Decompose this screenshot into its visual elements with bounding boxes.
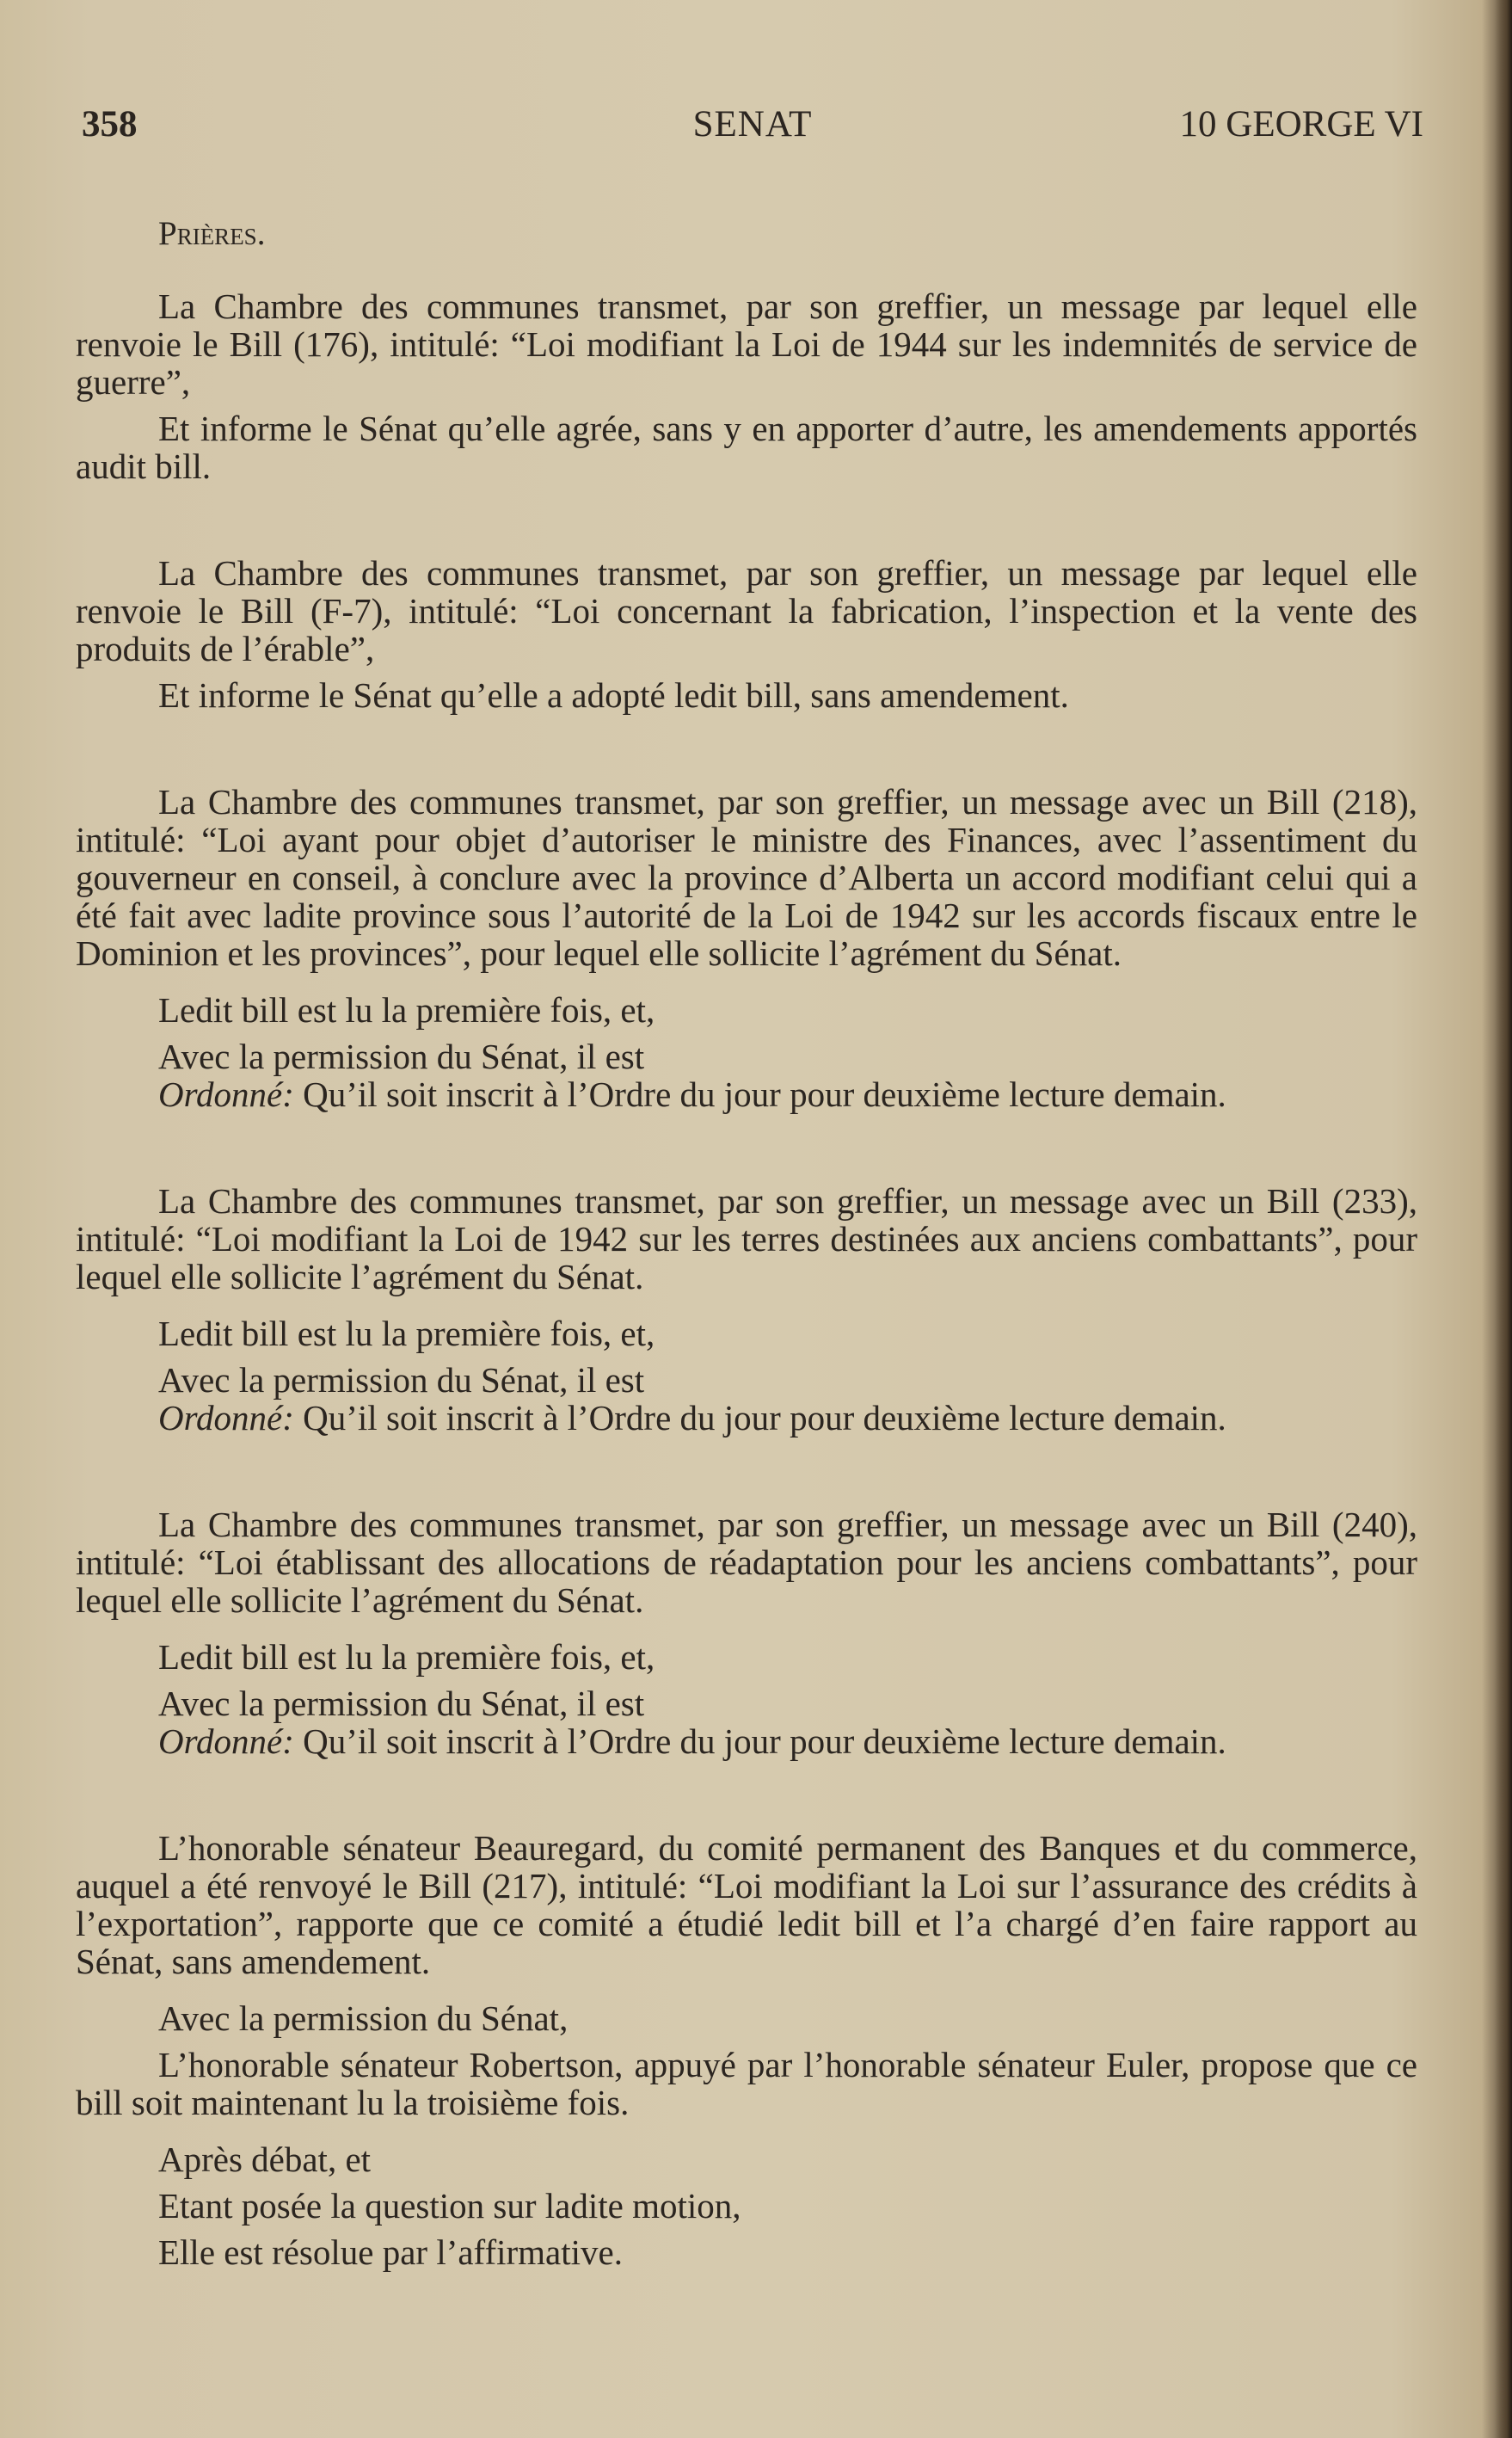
paragraph: La Chambre des communes transmet, par son greffier, un message avec un Bill (233), intitulé: “Loi modifiant la Loi de 1942 sur les terres destinées aux anciens combattants”, pour lequel elle sollicite l’agrément du Sénat. bbox=[76, 1181, 1417, 1296]
entry-block bbox=[76, 1505, 1417, 1760]
paragraph: Après débat, et bbox=[158, 2139, 372, 2179]
page-number: 358 bbox=[82, 104, 138, 145]
running-date: 10 GEORGE VI bbox=[1179, 104, 1423, 145]
journal-body bbox=[76, 215, 1417, 2271]
paragraph: La Chambre des communes transmet, par son greffier, un message avec un Bill (240), intitulé: “Loi établissant des allocations de réadaptation pour les anciens combattants”, pour lequel elle sollicite l’agrément du Sénat. bbox=[76, 1505, 1417, 1620]
order-label: Ordonné: bbox=[158, 1398, 294, 1438]
running-title: SENAT bbox=[692, 104, 813, 145]
paragraph: L’honorable sénateur Beauregard, du comité permanent des Banques et du commerce, auquel a été renvoyé le Bill (217), intitulé: “Loi modifiant la Loi sur l’assurance des crédits à l’exportation”, rapporte que ce comité a étudié ledit bill et l’a chargé d’en faire rapport au Sénat, sans amendement. bbox=[76, 1828, 1417, 1981]
entry-block bbox=[76, 1182, 1417, 1437]
paragraph: Avec la permission du Sénat, il est bbox=[158, 1684, 645, 1723]
running-header bbox=[82, 103, 1423, 155]
paragraph: Avec la permission du Sénat, il est bbox=[158, 1360, 645, 1400]
entry-block bbox=[76, 783, 1417, 1113]
entry-block bbox=[76, 554, 1417, 714]
order-text: Qu’il soit inscrit à l’Ordre du jour pour deuxième lecture demain. bbox=[293, 1074, 1226, 1114]
section-heading: Prières. bbox=[158, 215, 266, 252]
paragraph: Ledit bill est lu la première fois, et, bbox=[158, 1637, 655, 1677]
order-label: Ordonné: bbox=[158, 1721, 294, 1761]
page-edge-shadow bbox=[1495, 0, 1512, 2438]
paragraph: Et informe le Sénat qu’elle agrée, sans y en apporter d’autre, les amendements apportés audit bill. bbox=[76, 409, 1417, 486]
paragraph: Et informe le Sénat qu’elle a adopté ledit bill, sans amendement. bbox=[158, 675, 1069, 715]
order-paragraph bbox=[76, 1399, 1417, 1437]
order-text: Qu’il soit inscrit à l’Ordre du jour pour deuxième lecture demain. bbox=[293, 1398, 1226, 1438]
order-paragraph bbox=[76, 1075, 1417, 1113]
paragraph: La Chambre des communes transmet, par son greffier, un message par lequel elle renvoie le Bill (F-7), intitulé: “Loi concernant la fabrication, l’inspection et la vente des produits de l’érable”, bbox=[76, 553, 1417, 668]
paragraph: Ledit bill est lu la première fois, et, bbox=[158, 990, 655, 1030]
paragraph: Avec la permission du Sénat, bbox=[158, 1998, 569, 2038]
order-paragraph bbox=[76, 1722, 1417, 1760]
order-label: Ordonné: bbox=[158, 1074, 294, 1114]
order-text: Qu’il soit inscrit à l’Ordre du jour pour deuxième lecture demain. bbox=[293, 1721, 1226, 1761]
paragraph: Etant posée la question sur ladite motion, bbox=[158, 2186, 741, 2226]
entry-block bbox=[76, 1829, 1417, 2271]
paragraph: Ledit bill est lu la première fois, et, bbox=[158, 1314, 655, 1353]
paragraph: Elle est résolue par l’affirmative. bbox=[158, 2232, 623, 2272]
paragraph: La Chambre des communes transmet, par son greffier, un message avec un Bill (218), intitulé: “Loi ayant pour objet d’autoriser le ministre des Finances, avec l’assentiment du gouverneur en conseil, à conclure avec la province d’Alberta un accord modifiant celui qui a été fait avec ladite province sous l’autorité de la Loi de 1942 sur les accords fiscaux entre le Dominion et les provinces”, pour lequel elle sollicite l’agrément du Sénat. bbox=[76, 782, 1417, 973]
entry-block bbox=[76, 287, 1417, 485]
paragraph: L’honorable sénateur Robertson, appuyé par l’honorable sénateur Euler, propose que ce bill soit maintenant lu la troisième fois. bbox=[76, 2045, 1417, 2122]
paragraph: Avec la permission du Sénat, il est bbox=[158, 1037, 645, 1076]
paragraph: La Chambre des communes transmet, par son greffier, un message par lequel elle renvoie le Bill (176), intitulé: “Loi modifiant la Loi de 1944 sur les indemnités de service de guerre”, bbox=[76, 286, 1417, 402]
